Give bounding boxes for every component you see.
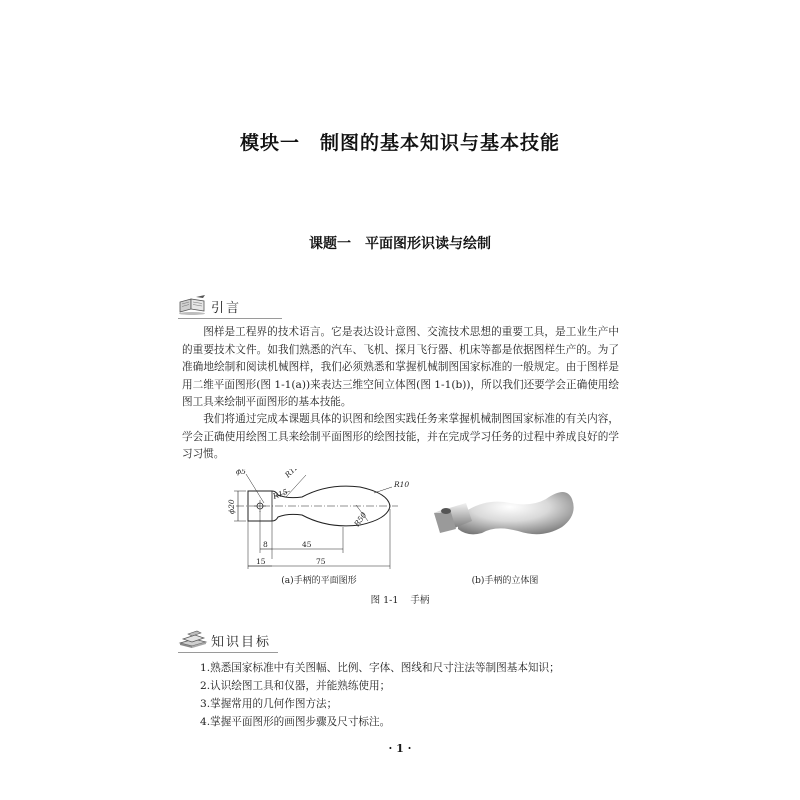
module-number: 模块一 <box>239 132 300 154</box>
dim-r12: R12 <box>283 469 301 480</box>
dim-15: 15 <box>256 557 266 566</box>
page-number: · 1 · <box>388 742 412 755</box>
figure-1-1 <box>220 469 580 585</box>
dim-d20: ϕ20 <box>227 499 236 514</box>
goal-item-1: 1.熟悉国家标准中有关图幅、比例、字体、图线和尺寸注法等制图基本知识； <box>200 662 560 674</box>
intro-heading-rule <box>178 318 282 319</box>
figure-subcaption-a: (a)手柄的平面图形 <box>281 576 357 586</box>
goals-heading <box>178 626 271 650</box>
handle-drawing <box>220 469 580 585</box>
book-icon <box>178 294 208 316</box>
figure-caption-text: 手柄 <box>410 595 430 606</box>
intro-heading <box>178 292 241 316</box>
goal-item-4: 4.掌握平面图形的画图步骤及尺寸标注。 <box>200 716 391 728</box>
dim-r10: R10 <box>394 480 410 489</box>
topic-title <box>0 233 800 253</box>
handle-3d-render <box>434 492 574 534</box>
dimension-labels <box>227 469 409 566</box>
goals-heading-label: 知识目标 <box>211 635 272 650</box>
books-stack-icon <box>178 630 208 650</box>
handle-plane-drawing <box>234 474 398 569</box>
topic-title-text: 平面图形识读与绘制 <box>365 236 491 252</box>
dim-d5: ϕ5 <box>236 469 246 476</box>
dim-r15: R15 <box>271 487 289 501</box>
figure-caption <box>0 592 800 606</box>
dim-r50: R50 <box>352 510 369 529</box>
figure-subcaption-b: (b)手柄的立体图 <box>471 576 539 586</box>
goal-item-2: 2.认识绘图工具和仪器，并能熟练使用； <box>200 680 391 692</box>
goal-item-3: 3.掌握常用的几何作图方法； <box>200 698 338 710</box>
goals-heading-rule <box>178 652 278 653</box>
dim-8: 8 <box>263 540 268 549</box>
dim-75: 75 <box>316 557 326 566</box>
intro-paragraph-2: 我们将通过完成本课题具体的识图和绘图实践任务来掌握机械制图国家标准的有关内容，学会正确使用绘图工具来绘制平面图形的绘图技能，并在完成学习任务的过程中养成良好的学习习惯。 <box>182 413 619 461</box>
intro-paragraph-1: 图样是工程界的技术语言。它是表达设计意图、交流技术思想的重要工具，是工业生产中的重要技术文件。如我们熟悉的汽车、飞机、探月飞行器、机床等都是依据图样生产的。为了准确地绘制和阅读机械图样，我们必须熟悉和掌握机械制图国家标准的一般规定。由于图样是用二维平面图形(图 1-1(a))来表达三维空间立体图(图 1-1(b))，所以我们还要学会正确使用绘图工具来绘制平面图形的基本技能。 <box>182 326 619 409</box>
topic-number: 课题一 <box>309 236 351 252</box>
figure-number: 图 1-1 <box>370 595 399 606</box>
module-title <box>0 128 800 155</box>
dim-45: 45 <box>302 540 312 549</box>
intro-heading-label: 引言 <box>211 301 242 316</box>
module-title-text: 制图的基本知识与基本技能 <box>320 132 561 154</box>
